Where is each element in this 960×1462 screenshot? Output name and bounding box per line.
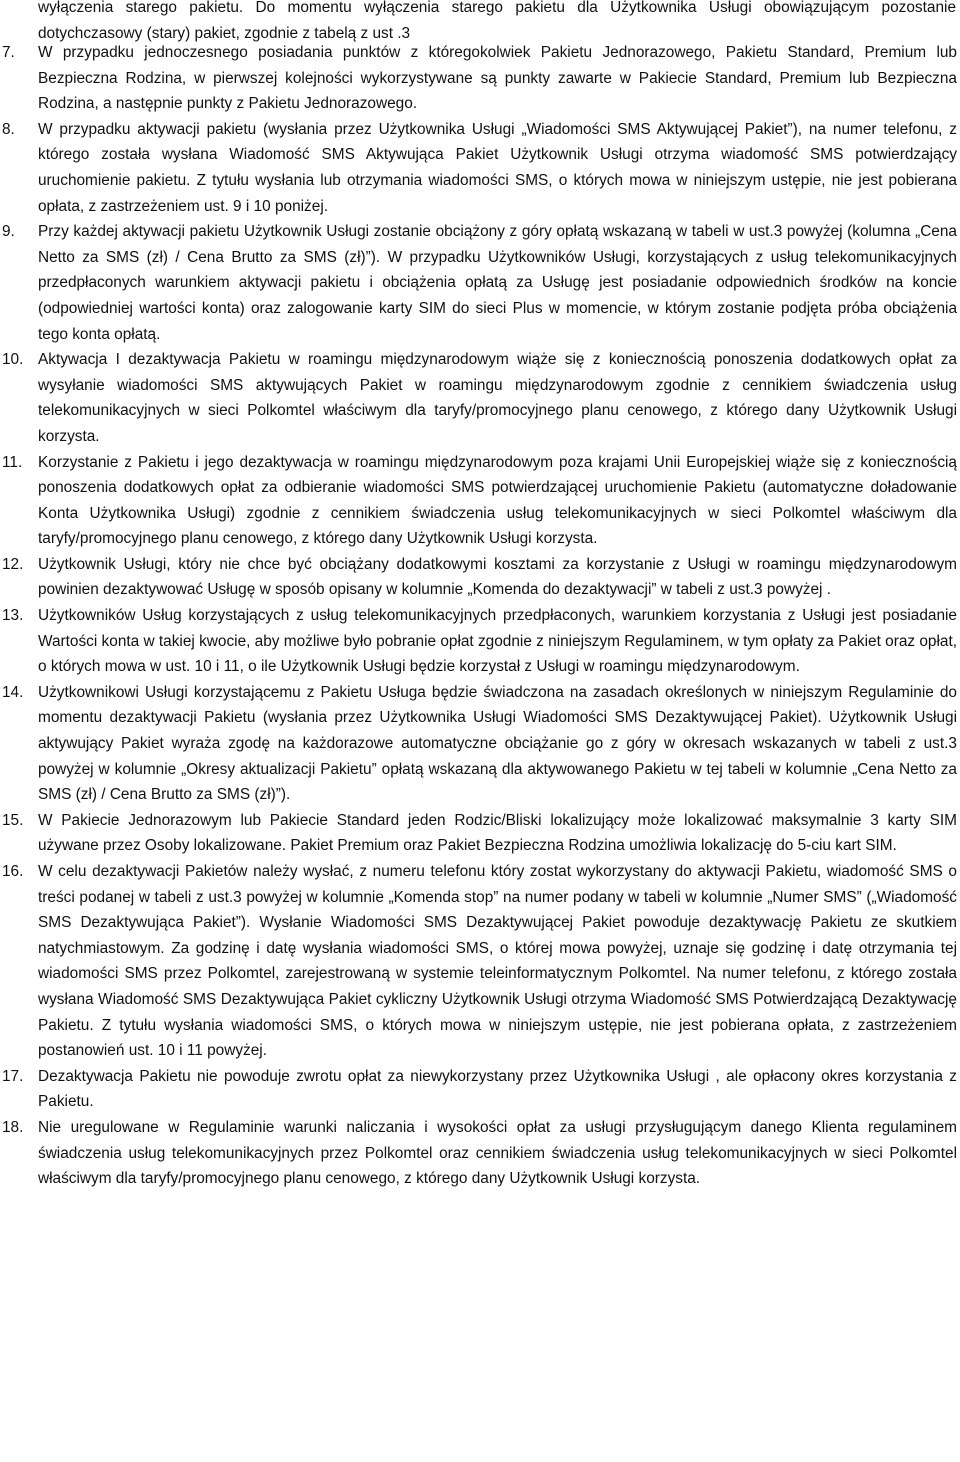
list-item xyxy=(0,450,957,552)
list-item-number: 17. xyxy=(2,1067,24,1085)
list-item-text: Przy każdej aktywacji pakietu Użytkownik Usługi zostanie obciążony z góry opłatą wskazaną w tabeli w ust.3 powyżej (kolumna „Cena Netto za SMS (zł) / Cena Brutto za SMS (zł)”). W przypadku Użytkowników Usługi, korzystających z usług telekomunikacyjnych przedpłaconych warunkiem aktywacji pakietu i obciążenia opłatą za Usługę jest posiadanie odpowiednich środków na koncie (odpowiedniej wartości konta) oraz zalogowanie karty SIM do sieci Plus w momencie, w którym zostanie podjęta próba obciążenia tego konta opłatą. xyxy=(38,223,957,343)
list-item-text: Użytkownikowi Usługi korzystającemu z Pakietu Usługa będzie świadczona na zasadach określonych w niniejszym Regulaminie do momentu dezaktywacji Pakietu (wysłania przez Użytkownika Usługi Wiadomości SMS Dezaktywującej Pakiet). Użytkownik Usługi aktywujący Pakiet wyraża zgodę na każdorazowe automatyczne obciążanie go z góry w okresach wskazanych w tabeli z ust.3 powyżej w kolumnie „Okresy aktualizacji Pakietu” opłatą wskazaną dla aktywowanego Pakietu w tej tabeli w kolumnie „Cena Netto za SMS (zł) / Cena Brutto za SMS (zł)”). xyxy=(38,683,957,804)
list-item-text: W przypadku aktywacji pakietu (wysłania przez Użytkownika Usługi „Wiadomości SMS Aktywującej Pakiet”), na numer telefonu, z którego została wysłana Wiadomość SMS Aktywująca Pakiet Użytkownik Usługi otrzyma wiadomość SMS potwierdzający uruchomienie pakietu. Z tytułu wysłania lub otrzymania wiadomości SMS, o których mowa w niniejszym ustępie, nie jest pobierana opłata, z zastrzeżeniem ust. 9 i 10 poniżej. xyxy=(38,120,957,215)
list-item-number: 7. xyxy=(2,44,15,61)
list-item-number: 8. xyxy=(2,120,15,138)
numbered-list xyxy=(0,40,957,1192)
list-item-number: 14. xyxy=(2,683,24,701)
list-item xyxy=(0,117,957,219)
list-item-text: Użytkowników Usług korzystających z usług telekomunikacyjnych przedpłaconych, warunkiem korzystania z Usługi jest posiadanie Wartości konta w takiej kwocie, aby możliwe było pobranie opłat zgodnie z niniejszym Regulaminem, w tym opłaty za Pakiet oraz opłat, o których mowa w ust. 10 i 11, o ile Użytkownik Usługi będzie korzystał z Usługi w roamingu międzynarodowym. xyxy=(38,607,958,676)
list-item-number: 12. xyxy=(2,555,24,573)
list-item-text: Dezaktywacja Pakietu nie powoduje zwrotu opłat za niewykorzystany przez Użytkownika Usługi , ale opłacony okres korzystania z Pakietu. xyxy=(38,1067,957,1111)
list-item xyxy=(0,1115,957,1192)
intro-paragraph: wyłączenia starego pakietu. Do momentu wyłączenia starego pakietu dla Użytkownika Usługi obowiązującym pozostanie dotychczasowy (stary) pakiet, zgodnie z tabelą z ust .3 xyxy=(38,0,956,42)
list-item xyxy=(0,680,957,808)
list-item xyxy=(0,603,957,680)
list-item-number: 15. xyxy=(2,811,24,829)
list-item-text: Nie uregulowane w Regulaminie warunki naliczania i wysokości opłat za usługi przysługującym danego Klienta regulaminem świadczenia usług telekomunikacyjnych przez Polkomtel oraz cennikiem świadczenia usług telekomunikacyjnych w sieci Polkomtel właściwym dla taryfy/promocyjnego planu cenowego, z którego dany Użytkownik Usługi korzysta. xyxy=(38,1118,957,1188)
list-item xyxy=(0,552,957,603)
list-item xyxy=(0,808,957,859)
list-item-number: 9. xyxy=(2,223,15,241)
list-item-text: Aktywacja I dezaktywacja Pakietu w roamingu międzynarodowym wiąże się z koniecznością ponoszenia dodatkowych opłat za wysyłanie wiadomości SMS aktywujących Pakiet w roamingu międzynarodowym zgodnie z cennikiem świadczenia usług telekomunikacyjnych w sieci Polkomtel właściwym dla taryfy/promocyjnego planu cenowego, z którego dany Użytkownik Usługi korzysta. xyxy=(38,351,957,445)
list-item-text: W przypadku jednoczesnego posiadania punktów z któregokolwiek Pakietu Jednorazowego, Pakietu Standard, Premium lub Bezpieczna Rodzina, w pierwszej kolejności wykorzystywane są punkty zawarte w Pakiecie Standard, Premium lub Bezpieczna Rodzina, a następnie punkty z Pakietu Jednorazowego. xyxy=(38,44,957,113)
list-item-number: 16. xyxy=(2,863,24,880)
list-item xyxy=(0,859,957,1064)
list-item xyxy=(0,1064,957,1115)
list-item-number: 13. xyxy=(2,607,24,625)
list-item-text: W Pakiecie Jednorazowym lub Pakiecie Standard jeden Rodzic/Bliski lokalizujący może lokalizować maksymalnie 3 karty SIM używane przez Osoby lokalizowane. Pakiet Premium oraz Pakiet Bezpieczna Rodzina umożliwia lokalizację do 5-ciu kart SIM. xyxy=(38,811,957,855)
list-item-number: 10. xyxy=(2,351,24,369)
list-item-text: Korzystanie z Pakietu i jego dezaktywacja w roamingu międzynarodowym poza krajami Unii Europejskiej wiąże się z koniecznością ponoszenia dodatkowych opłat za odbieranie wiadomości SMS potwierdzającej uruchomienie Pakietu (automatyczne doładowanie Konta Użytkownika Usługi) zgodnie z cennikiem świadczenia usług telekomunikacyjnych w sieci Polkomtel właściwym dla taryfy/promocyjnego planu cenowego, z którego dany Użytkownik Usługi korzysta. xyxy=(38,453,957,548)
list-item xyxy=(0,40,957,117)
list-item xyxy=(0,347,957,449)
list-item-number: 18. xyxy=(2,1118,24,1136)
list-item-text: W celu dezaktywacji Pakietów należy wysłać, z numeru telefonu który zostat wykorzystany do aktywacji Pakietu, wiadomość SMS o treści podanej w tabeli z ust.3 powyżej w kolumnie „Komenda stop” na numer podany w tabeli w kolumnie „Numer SMS” („Wiadomość SMS Dezaktywująca Pakiet”). Wysłanie Wiadomości SMS Dezaktywującej Pakiet powoduje dezaktywację Pakietu ze skutkiem natychmiastowym. Za godzinę i datę wysłania wiadomości SMS, o której mowa powyżej, uznaje się godzinę i datę otrzymania tej wiadomości SMS przez Polkomtel, zarejestrowaną w systemie teleinformatycznym Polkomtel. Na numer telefonu, z którego została wysłana Wiadomość SMS Dezaktywująca Pakiet cykliczny Użytkownik Usługi otrzyma Wiadomość SMS Potwierdzającą Dezaktywację Pakietu. Z tytułu wysłania wiadomości SMS, o których mowa w niniejszym ustępie, nie jest pobierana opłata, z zastrzeżeniem postanowień ust. 10 i 11 powyżej. xyxy=(38,863,957,1060)
list-item-text: Użytkownik Usługi, który nie chce być obciążany dodatkowymi kosztami za korzystanie z Usługi w roamingu międzynarodowym powinien dezaktywować Usługę w sposób opisany w kolumnie „Komenda do dezaktywacji” w tabeli z ust.3 powyżej . xyxy=(38,555,957,599)
list-item-number: 11. xyxy=(2,453,23,471)
list-item xyxy=(0,219,957,347)
